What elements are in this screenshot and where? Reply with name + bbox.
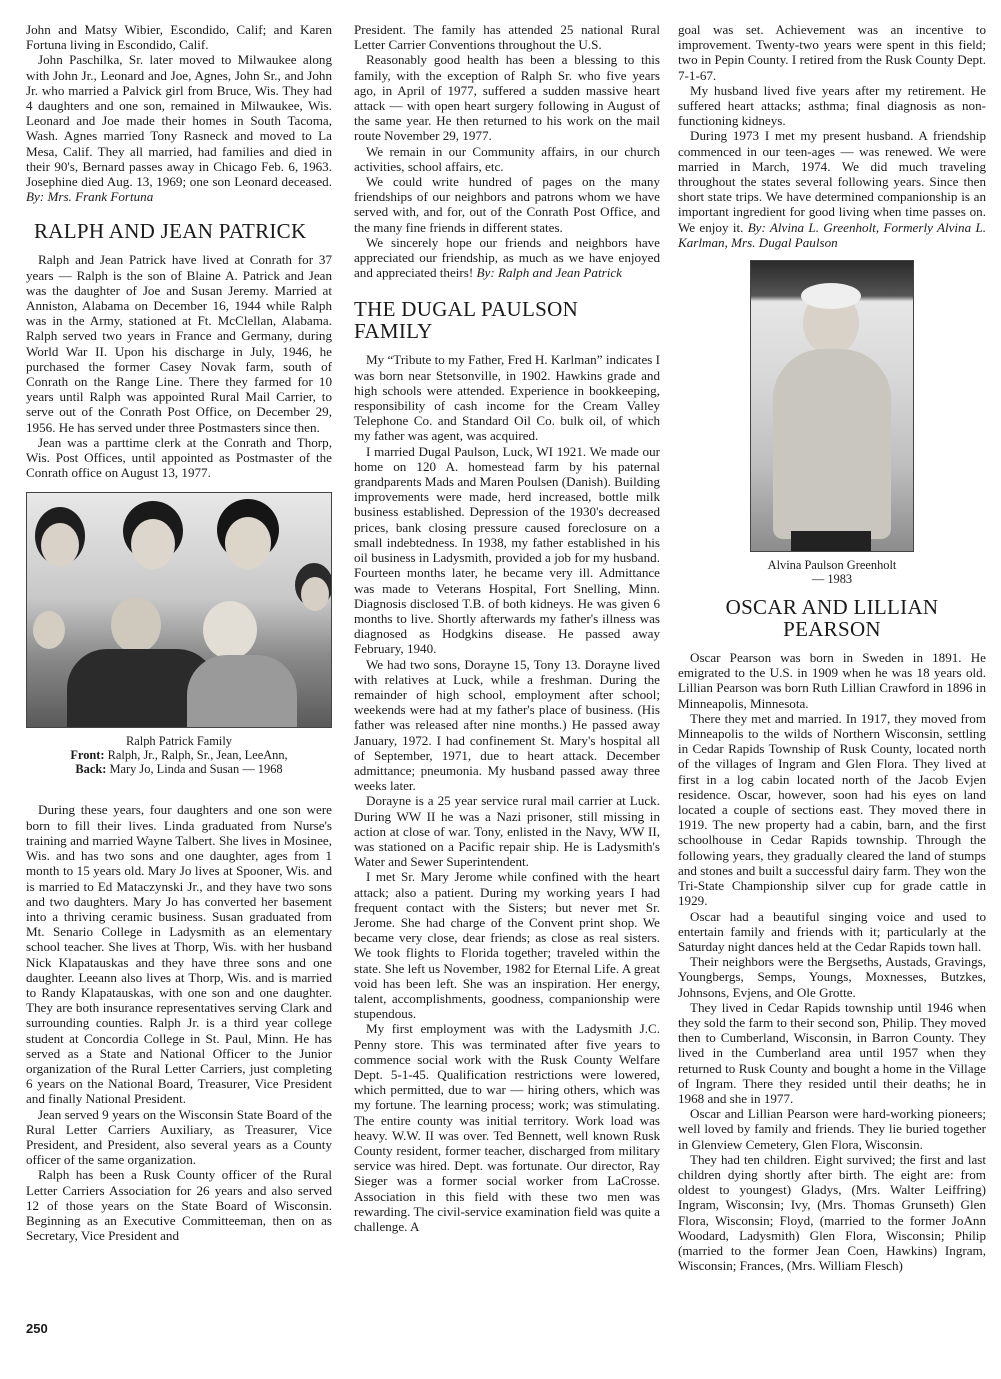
page-number: 250 <box>26 1321 48 1336</box>
paragraph: goal was set. Achievement was an incentive to improvement. Twenty-two years were spent in this field; two in Pepin County. I retired from the Rusk County Dept. 7-1-67. <box>678 22 986 83</box>
patrick-family-photo <box>26 492 332 728</box>
paragraph: We could write hundred of pages on the many friendships of our neighbors and patrons whom we have served with, and for, out of the Conrath Post Office, and the many fine friends in different states. <box>354 174 660 235</box>
paragraph: Ralph has been a Rusk County officer of the Rural Letter Carriers Association for 26 years and also served 12 of those years on the State Board of Wisconsin. Beginning as an Executive Committeeman, then on as Secretary, Vice President and <box>26 1167 332 1244</box>
paragraph: There they met and married. In 1917, they moved from Minneapolis to the wilds of Northern Wisconsin, settling in Cedar Rapids Township of Rusk County, located north of the villages of Ingram and Glen Flora. They lived at first in a log cabin located north of the Jacob Evjen residence. Oscar, however, soon had his eyes on land located a couple of sections east. They moved there in 1919. The new property had a cabin, barn, and the first schoolhouse in Cedar Rapids township. Through the following years, they gradually cleared the land of stumps and stones and built a successful dairy farm. They won the Tri-State Championship silver cup for grade cattle in 1929. <box>678 710 986 909</box>
paragraph: They had ten children. Eight survived; the first and last children dying shortly after birth. The eight are: from oldest to youngest) Gladys, (Mrs. Walter Leiffring) Ingram, Wisconsin; Ivy, (Mrs. Thomas Grunseth) Glen Flora, Wisconsin; Floyd, (married to the former JoAnn Woodard, Ladysmith) Glen Flora, Wisconsin; Philip (married to the former Jean Coen, Hawkins) Ingram, Wisconsin; Frances, (Mrs. William Flesch) <box>678 1151 986 1274</box>
section-heading-patrick: RALPH AND JEAN PATRICK <box>34 219 307 244</box>
paragraph: Ralph and Jean Patrick have lived at Conrath for 37 years — Ralph is the son of Blaine A. Patrick and Jean was the daughter of Joe and Susan Jeremy. Married at Anniston, Alabama on December 16, 1944 while Ralph was in the Army, stationed at Ft. McClellan, Alabama. Ralph served two years in France and Germany, during World War II. Upon his discharge in July, 1946, he purchased the former Casey Novak farm, south of Conrath on the Range Line. There they farmed for 10 years until Ralph was appointed Rural Mail Carrier, to serve out of the Conrath Post Office, on December 29, 1956. He has served under three Postmasters since then. <box>26 252 332 435</box>
section-heading-paulson: THE DUGAL PAULSON FAMILY <box>354 297 579 344</box>
paragraph: We sincerely hope our friends and neighbors have appreciated our friendship, as much as we have enjoyed and appreciated theirs! By: Ralph and Jean Patrick <box>354 234 660 281</box>
paragraph: Jean was a parttime clerk at the Conrath and Thorp, Wis. Post Offices, until appointed as Postmaster of the Conrath office on August 13, 1977. <box>26 434 332 481</box>
alvina-photo-caption: Alvina Paulson Greenholt — 1983 <box>767 558 897 587</box>
paragraph: My “Tribute to my Father, Fred H. Karlman” indicates I was born near Stetsonville, in 1902. Hawkins grade and high schools were attended. Experience in bookkeeping, responsibility of cash income for the Cream Valley Telephone Co. and Standard Oil Co. bulk oil, of which my father was agent, was acquired. <box>354 352 660 444</box>
paragraph: President. The family has attended 25 national Rural Letter Carrier Conventions throughout the U.S. <box>354 22 660 53</box>
column-1 <box>26 22 332 1243</box>
paragraph: During 1973 I met my present husband. A friendship commenced in our teen-ages — was renewed. We were married in March, 1974. We did much traveling throughout the states several following years. Since then short state trips. We have determined companionship is an important ingredient for good living when time passes on. We enjoy it. By: Alvina L. Greenholt, Formerly Alvina L. Karlman, Mrs. Dugal Paulson <box>678 128 987 250</box>
paragraph: Reasonably good health has been a blessing to this family, with the exception of Ralph Sr. who five years ago, in April of 1977, suffered a sudden massive heart attack — with open heart surgery following in August of the same year. He then returned to his work on the mail route November 29, 1977. <box>354 52 660 144</box>
column-2 <box>354 22 660 1234</box>
byline: By: Alvina L. Greenholt, Formerly Alvina L. Karlman, Mrs. Dugal Paulson <box>678 219 987 250</box>
paragraph: Jean served 9 years on the Wisconsin State Board of the Rural Letter Carriers Auxiliary, as Treasurer, Vice President, and President, also several years as a County officer of the same organization. <box>26 1106 332 1168</box>
section-heading-pearson: OSCAR AND LILLIAN PEARSON <box>725 595 939 642</box>
paragraph: We had two sons, Dorayne 15, Tony 13. Dorayne lived with relatives at Luck, while a freshman. During the remainder of high school, employment after school; weekends were had at my father's place of business. (His father was released after nine months.) He passed away January, 1972. I had confinement St. Mary's hospital all of September, 1971, due to heart attack. December admittance; pneumonia. My husband passed away three weeks later. <box>354 656 660 794</box>
byline: By: Ralph and Jean Patrick <box>476 265 622 281</box>
paragraph: Oscar Pearson was born in Sweden in 1891. He emigrated to the U.S. in 1909 when he was 18 years old. Lillian Pearson was born Ruth Lillian Crawford in 1896 in Minneapolis, Minnesota. <box>678 650 986 711</box>
patrick-photo-caption: Ralph Patrick Family Front: Ralph, Jr., Ralph, Sr., Jean, LeeAnn, Back: Mary Jo, Linda and Susan — 1968 <box>70 734 288 777</box>
paragraph: I married Dugal Paulson, Luck, WI 1921. We made our home on 120 A. homestead farm by his paternal grandparents Mads and Maren Poulsen (Danish). Building improvements were made, herd increased, bottle milk business established. Depression of the 1930's decreased prices, bank closing pressure caused foreclosure on a small indebtedness. In 1938, my father established in his oil business in Ladysmith, provided a job for my husband. Fourteen months later, he became very ill. Admittance was made to Veterans Hospital, Fort Snelling, Minn. Diagnosis disclosed T.B. of both kidneys. He was given 6 months to live. Shortly afterwards my father's illness was diagnosed as Hodgkins disease. He passed away February, 1940. <box>354 443 660 657</box>
paragraph: Oscar and Lillian Pearson were hard-working pioneers; well loved by family and friends. They lie buried together in Glenview Cemetery, Glen Flora, Wisconsin. <box>678 1106 986 1152</box>
paragraph: My first employment was with the Ladysmith J.C. Penny store. This was terminated after five years to commence social work with the Rusk County Welfare Dept. 5-1-45. Qualification restrictions were lowered, which permitted, due to war — hiring others, which was my fortune. The learning process; work; was stimulating. The entire county was initial territory. Work load was heavy. W.W. II was over. Ted Bennett, well known Rusk County resident, former teacher, discharged from military service was hired. Dept. was fortunate. Our director, Ray Sieger was a former social worker from LaCrosse. Association in this field with these two men was rewarding. The civil-service examination field was quite a challenge. A <box>354 1021 660 1235</box>
paragraph: Dorayne is a 25 year service rural mail carrier at Luck. During WW II he was a Nazi prisoner, still missing in action at close of war. Tony, enlisted in the Navy, WW II, was stationed on a Pacific repair ship. He is Ladysmith's Water and Sewer Superintendent. <box>354 793 660 870</box>
paragraph: I met Sr. Mary Jerome while confined with the heart attack; also a patient. During my working years I had frequent contact with the Sisters; but never met Sr. Jerome. She had charge of the Convent print shop. We became very close, dear friends; as close as real sisters. We took flights to Florida together; traveled within the state. She left us November, 1982 for Eternal Life. A great void has been left. She was an inspiration. Her energy, talent, accomplishments, goodness, companionship were stupendous. <box>354 869 660 1022</box>
paragraph: Their neighbors were the Bergseths, Austads, Gravings, Youngbergs, Semps, Youngs, Moxnesses, Butzkes, Johnsons, Evjens, and Ole Grotte. <box>678 954 986 1000</box>
byline: By: Mrs. Frank Fortuna <box>26 189 154 205</box>
paragraph: We remain in our Community affairs, in our church activities, school affairs, etc. <box>354 143 660 174</box>
paragraph: John and Matsy Wibier, Escondido, Calif; and Karen Fortuna living in Escondido, Calif. <box>26 22 332 53</box>
paragraph: During these years, four daughters and one son were born to fill their lives. Linda graduated from Nurse's training and married Wayne Talbert. She lives in Mosinee, Wis. and has two sons and one daughter, ages from 1 month to 15 years old. Mary Jo lives at Spooner, Wis. and is married to Ed Mataczynski Jr., and they have two sons and two daughters. Mary Jo has converted her basement into a thriving ceramic business. Susan graduated from Mt. Senario College in Ladysmith as an elementary school teacher. She lives at Thorp, Wis. with her husband Nick Klapatauskas and they have three sons and one daughter. Leeann also lives at Thorp, Wis. and is married to Randy Klapatauskas, with one son and one daughter. They are both insurance representatives serving Clark and surrounding counties. Ralph Jr. is a third year college student at Concordia College in St. Paul, Minn. He has served as a State and National Officer to the Junior organization of the Rural Letter Carriers, just completing 6 years on the National Board, Treasurer, Vice President and finally National President. <box>26 802 332 1107</box>
paragraph: They lived in Cedar Rapids township until 1946 when they sold the farm to their second son, Philip. They moved then to Cumberland, Wisconsin, in Barron County. They lived in the Cumberland area until 1957 when they returned to Rusk County and bought a home in the Village of Ingram. There they resided until their deaths; he in 1968 and she in 1977. <box>678 999 986 1106</box>
paragraph: John Paschilka, Sr. later moved to Milwaukee along with John Jr., Leonard and Joe, Agnes, John Sr., and John Jr. who married a Palvick girl from Bruce, Wis. They had 4 daughters and one son, remained in Milwaukee, Wis. Leonard and Joe made their homes in South Tacoma, Wash. Agnes married Tony Rasneck and moved to La Mesa, Calif. They all married, had families and died in their 90's, Bernard passes away in Chicago Feb. 6, 1963. Josephine died Aug. 13, 1969; one son Leonard deceased. By: Mrs. Frank Fortuna <box>26 52 332 205</box>
alvina-greenholt-photo <box>750 260 914 552</box>
column-3 <box>678 22 986 1273</box>
paragraph: Oscar had a beautiful singing voice and used to entertain family and friends with it; particularly at the Saturday night dances held at the Cedar Rapids town hall. <box>678 908 986 954</box>
paragraph: My husband lived five years after my retirement. He suffered heart attacks; asthma; final diagnosis as non-functioning kidneys. <box>678 82 986 129</box>
